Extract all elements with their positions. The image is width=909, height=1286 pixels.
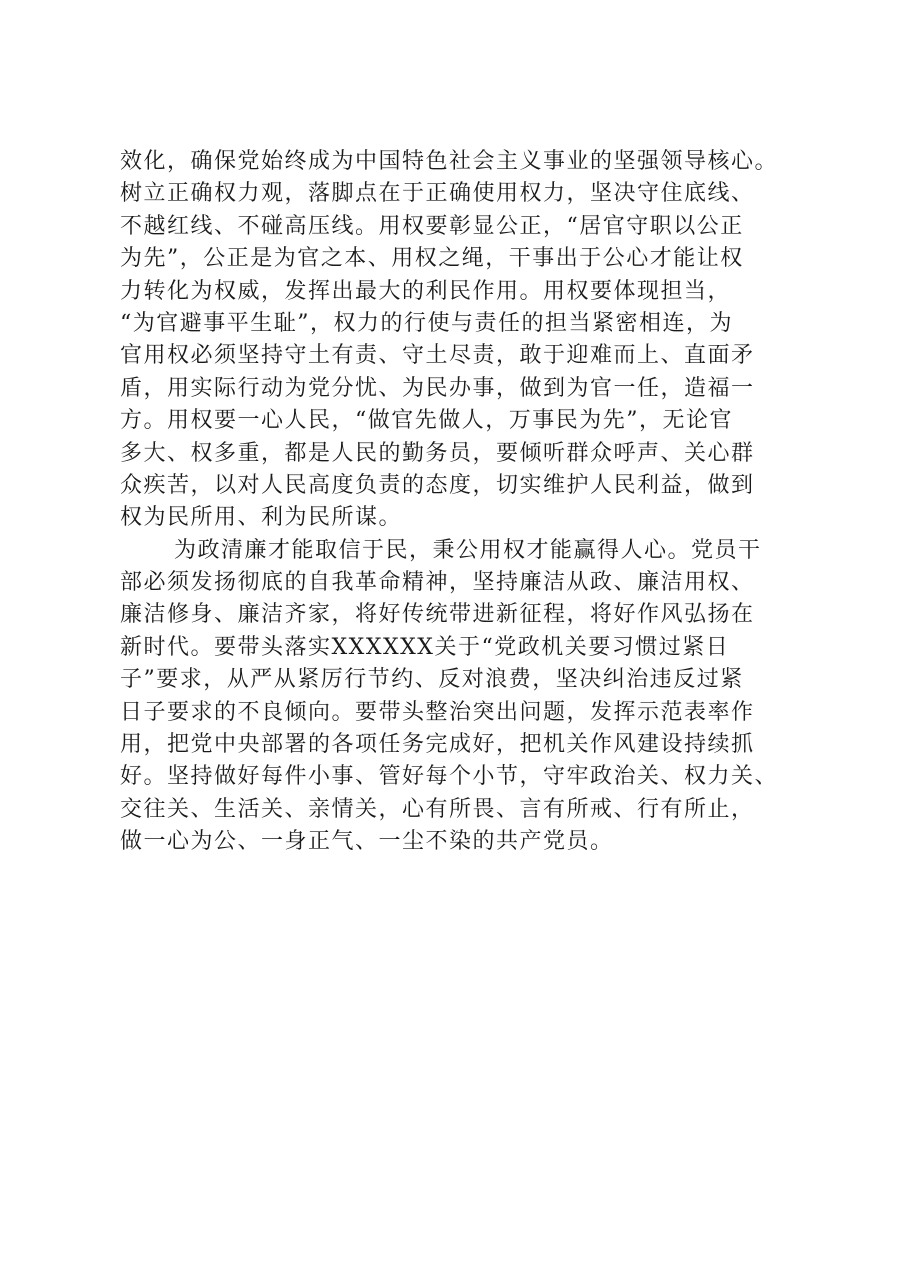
text-line: 交往关、生活关、亲情关，心有所畏、言有所戒、行有所止， xyxy=(120,796,755,822)
text-line: 不越红线、不碰高压线。用权要彰显公正，“居官守职以公正 xyxy=(120,213,744,239)
text-line: “为官避事平生耻”，权力的行使与责任的担当紧密相连，为 xyxy=(120,310,733,336)
text-line: 部必须发扬彻底的自我革命精神，坚持廉洁从政、廉洁用权、 xyxy=(120,570,755,596)
text-line: 力转化为权威，发挥出最大的利民作用。用权要体现担当， xyxy=(120,278,732,304)
text-line: 廉洁修身、廉洁齐家，将好传统带进新征程，将好作风弘扬在 xyxy=(120,602,755,628)
text-line: 子”要求，从严从紧厉行节约、反对浪费，坚决纠治违反过紧 xyxy=(120,667,744,693)
text-line: 日子要求的不良倾向。要带头整治突出问题，发挥示范表率作 xyxy=(120,699,755,725)
text-line: 用，把党中央部署的各项任务完成好，把机关作风建设持续抓 xyxy=(120,732,755,758)
text-line: 为政清廉才能取信于民，秉公用权才能赢得人心。党员干 xyxy=(174,537,762,563)
paragraph-2 xyxy=(120,535,820,859)
text-line: 新时代。要带头落实XXXXXX关于“党政机关要习惯过紧日 xyxy=(120,634,730,660)
text-line: 做一心为公、一身正气、一尘不染的共产党员。 xyxy=(120,829,614,855)
text-line: 多大、权多重，都是人民的勤务员，要倾听群众呼声、关心群 xyxy=(120,440,755,466)
text-line: 盾，用实际行动为党分忧、为民办事，做到为官一任，造福一 xyxy=(120,375,755,401)
text-line: 好。坚持做好每件小事、管好每个小节，守牢政治关、权力关、 xyxy=(120,764,779,790)
text-line: 众疾苦，以对人民高度负责的态度，切实维护人民利益，做到 xyxy=(120,472,755,498)
text-line: 树立正确权力观，落脚点在于正确使用权力，坚决守住底线、 xyxy=(120,181,755,207)
text-line: 效化，确保党始终成为中国特色社会主义事业的坚强领导核心。 xyxy=(120,149,779,174)
text-line: 权为民所用、利为民所谋。 xyxy=(120,505,403,531)
text-line: 官用权必须坚持守土有责、守土尽责，敢于迎难而上、直面矛 xyxy=(120,343,755,369)
text-line: 方。用权要一心人民，“做官先做人，万事民为先”，无论官 xyxy=(120,408,733,434)
paragraph-1 xyxy=(120,146,820,535)
text-line: 为先”，公正是为官之本、用权之绳，干事出于公心才能让权 xyxy=(120,246,744,272)
document-body xyxy=(120,146,820,859)
